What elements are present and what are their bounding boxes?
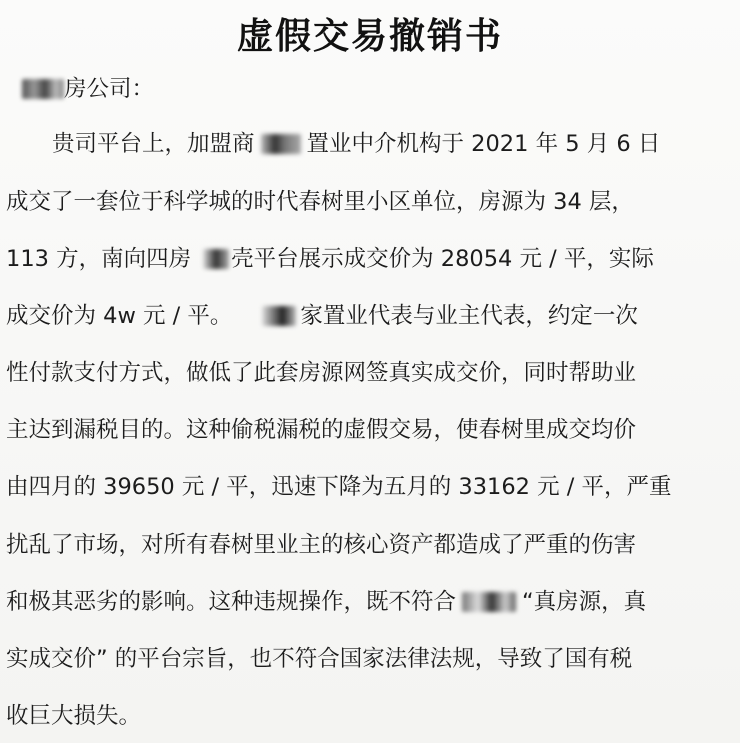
body-line-6: 主达到漏税目的。这种偷税漏税的虚假交易，使春树里成交均价 — [6, 417, 637, 443]
body-line-4 — [6, 301, 736, 331]
body-text: 和极其恶劣的影响。这种违规操作，既不符合 — [6, 589, 457, 615]
redacted-company-name — [22, 79, 64, 99]
body-line-3 — [6, 244, 736, 274]
redacted-platform-name — [462, 592, 516, 612]
body-text: 置业中介机构于 2021 年 5 月 6 日 — [306, 131, 661, 157]
body-line-5: 性付款支付方式，做低了此套房源网签真实成交价，同时帮助业 — [6, 360, 637, 386]
salutation-text: 房公司： — [64, 76, 155, 102]
body-text: “真房源，真 — [522, 589, 647, 615]
redacted-agency-name — [261, 134, 301, 154]
body-text: 113 方，南向四房 — [6, 246, 192, 272]
body-text: 贵司平台上，加盟商 — [52, 131, 255, 157]
redacted-platform-name — [203, 249, 229, 269]
body-line-11: 收巨大损失。 — [6, 703, 142, 729]
salutation-line — [22, 74, 740, 104]
body-text: 家置业代表与业主代表，约定一次 — [300, 303, 638, 329]
redacted-agency-name — [262, 306, 296, 326]
document-title: 虚假交易撤销书 — [236, 16, 503, 57]
body-line-2: 成交了一套位于科学城的时代春树里小区单位，房源为 34 层， — [6, 189, 634, 215]
body-text: 成交价为 4w 元 / 平。 — [6, 303, 233, 329]
body-line-10: 实成交价” 的平台宗旨，也不符合国家法律法规，导致了国有税 — [6, 646, 633, 672]
body-line-9 — [6, 587, 736, 617]
body-line-8: 扰乱了市场，对所有春树里业主的核心资产都造成了严重的伤害 — [6, 532, 637, 558]
body-line-7: 由四月的 39650 元 / 平，迅速下降为五月的 33162 元 / 平，严重 — [6, 474, 672, 500]
body-text: 壳平台展示成交价为 28054 元 / 平，实际 — [231, 246, 654, 272]
body-line-1 — [52, 129, 740, 159]
